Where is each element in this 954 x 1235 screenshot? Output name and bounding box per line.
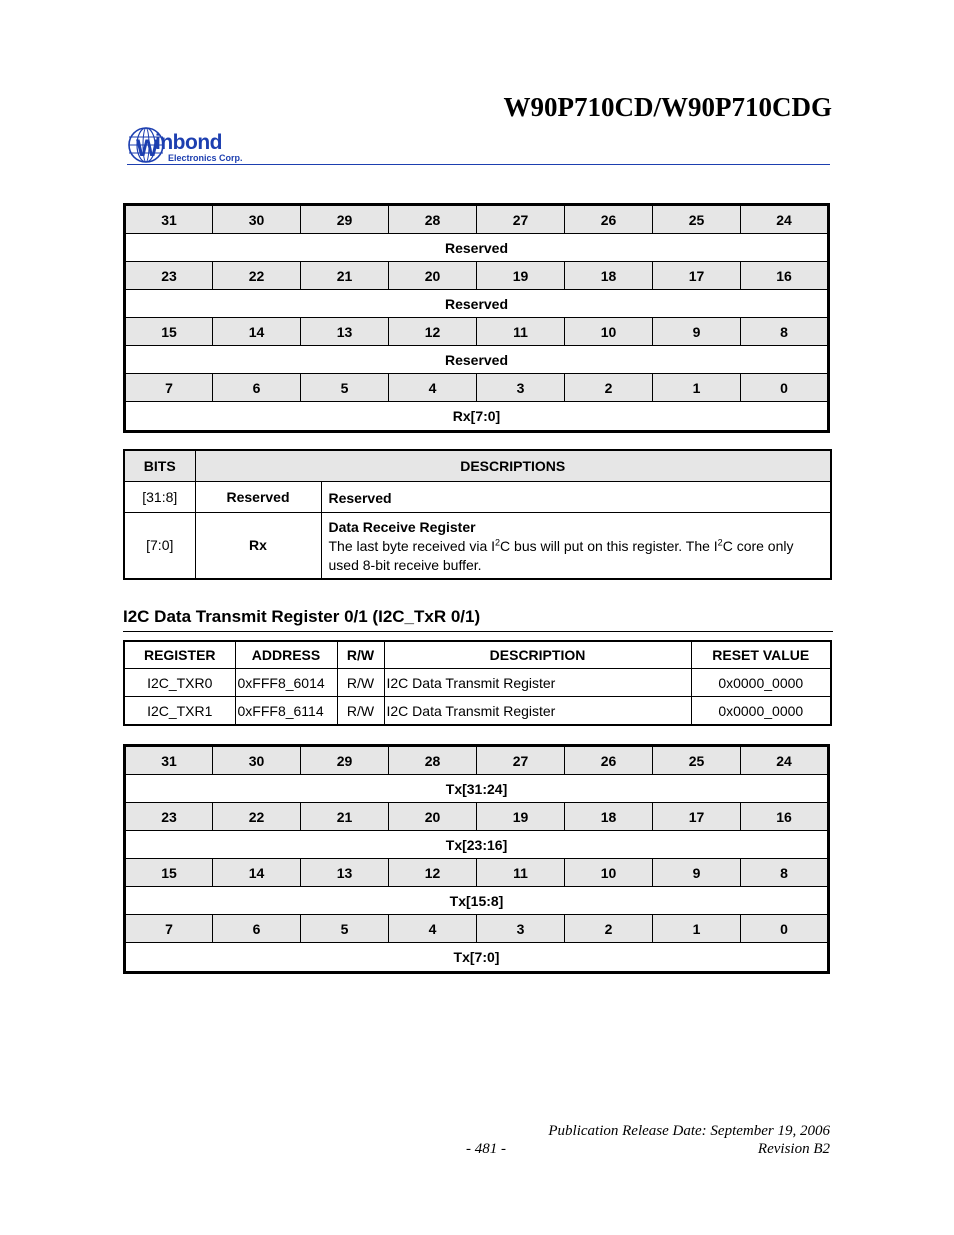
bit-number-row bbox=[125, 374, 829, 402]
section-heading: I2C Data Transmit Register 0/1 (I2C_TxR 0/1) bbox=[123, 607, 481, 626]
description-cell: I2C Data Transmit Register bbox=[384, 669, 691, 697]
bit-number-cell: 13 bbox=[301, 318, 389, 346]
bit-number-cell: 2 bbox=[565, 915, 653, 943]
column-header-rw: R/W bbox=[337, 641, 384, 669]
bit-field-name: Rx[7:0] bbox=[125, 402, 829, 432]
table-row bbox=[124, 669, 831, 697]
table-header-row bbox=[124, 641, 831, 669]
column-header-descriptions: DESCRIPTIONS bbox=[195, 450, 831, 482]
bit-number-cell: 19 bbox=[477, 803, 565, 831]
bit-number-cell: 17 bbox=[653, 803, 741, 831]
bit-field-row bbox=[125, 234, 829, 262]
bit-number-cell: 5 bbox=[301, 374, 389, 402]
bit-number-cell: 29 bbox=[301, 746, 389, 775]
bit-number-row bbox=[125, 803, 829, 831]
bit-number-cell: 0 bbox=[741, 915, 829, 943]
bit-number-cell: 4 bbox=[389, 915, 477, 943]
bit-number-cell: 30 bbox=[213, 746, 301, 775]
reset-value-cell: 0x0000_0000 bbox=[691, 697, 831, 726]
column-header-bits: BITS bbox=[124, 450, 195, 482]
bit-number-cell: 9 bbox=[653, 318, 741, 346]
bit-number-cell: 23 bbox=[125, 262, 213, 290]
column-header-address: ADDRESS bbox=[235, 641, 337, 669]
description-cell: I2C Data Transmit Register bbox=[384, 697, 691, 726]
tx-bit-field-table bbox=[123, 744, 830, 974]
bit-number-cell: 20 bbox=[389, 262, 477, 290]
bit-number-cell: 30 bbox=[213, 205, 301, 234]
bit-number-cell: 14 bbox=[213, 859, 301, 887]
bits-cell: [7:0] bbox=[124, 513, 195, 579]
bit-number-cell: 22 bbox=[213, 803, 301, 831]
bit-number-cell: 24 bbox=[741, 746, 829, 775]
bit-number-cell: 31 bbox=[125, 205, 213, 234]
bit-number-cell: 9 bbox=[653, 859, 741, 887]
bit-number-cell: 27 bbox=[477, 746, 565, 775]
table-header-row bbox=[124, 450, 831, 482]
logo-letter: W bbox=[136, 135, 159, 162]
bit-number-cell: 25 bbox=[653, 746, 741, 775]
reset-value-cell: 0x0000_0000 bbox=[691, 669, 831, 697]
header-rule bbox=[127, 164, 830, 165]
bit-number-cell: 27 bbox=[477, 205, 565, 234]
address-cell: 0xFFF8_6114 bbox=[235, 697, 337, 726]
logo-subtitle: Electronics Corp. bbox=[168, 153, 243, 163]
bit-number-cell: 10 bbox=[565, 318, 653, 346]
bit-number-row bbox=[125, 318, 829, 346]
winbond-logo bbox=[127, 126, 257, 166]
bit-field-row bbox=[125, 887, 829, 915]
bit-number-cell: 2 bbox=[565, 374, 653, 402]
bit-number-cell: 6 bbox=[213, 374, 301, 402]
bit-number-cell: 17 bbox=[653, 262, 741, 290]
table-row bbox=[124, 697, 831, 726]
bit-number-cell: 21 bbox=[301, 262, 389, 290]
bit-number-cell: 1 bbox=[653, 374, 741, 402]
bit-number-row bbox=[125, 859, 829, 887]
bit-number-cell: 19 bbox=[477, 262, 565, 290]
description-text: The last byte received via $I^2C$ bus will put on this register. The $I^2C$ core only used 8-bit receive buffer. bbox=[328, 537, 794, 573]
bit-field-row bbox=[125, 346, 829, 374]
bit-field-name: Tx[23:16] bbox=[125, 831, 829, 859]
document-title: W90P710CD/W90P710CDG bbox=[503, 92, 832, 122]
bit-number-cell: 13 bbox=[301, 859, 389, 887]
column-header-reset-value: RESET VALUE bbox=[691, 641, 831, 669]
bit-number-cell: 0 bbox=[741, 374, 829, 402]
bit-number-cell: 3 bbox=[477, 374, 565, 402]
bit-number-row bbox=[125, 746, 829, 775]
bit-field-name: Tx[15:8] bbox=[125, 887, 829, 915]
bit-number-cell: 7 bbox=[125, 374, 213, 402]
bits-cell: [31:8] bbox=[124, 482, 195, 513]
bit-number-cell: 18 bbox=[565, 803, 653, 831]
bit-number-cell: 28 bbox=[389, 746, 477, 775]
description-title: Data Receive Register bbox=[328, 518, 476, 535]
bit-number-cell: 16 bbox=[741, 803, 829, 831]
bit-number-cell: 29 bbox=[301, 205, 389, 234]
bit-number-cell: 8 bbox=[741, 318, 829, 346]
description-title: Reserved bbox=[321, 482, 831, 513]
bit-field-name: Tx[7:0] bbox=[125, 943, 829, 973]
bit-number-cell: 11 bbox=[477, 859, 565, 887]
bit-field-row bbox=[125, 290, 829, 318]
bit-number-cell: 16 bbox=[741, 262, 829, 290]
bit-number-cell: 4 bbox=[389, 374, 477, 402]
bit-number-cell: 28 bbox=[389, 205, 477, 234]
description-cell bbox=[321, 513, 831, 579]
bit-field-name: Reserved bbox=[125, 346, 829, 374]
table-row bbox=[124, 482, 831, 513]
bit-field-name: Reserved bbox=[125, 234, 829, 262]
section-rule bbox=[123, 631, 833, 632]
bit-number-cell: 3 bbox=[477, 915, 565, 943]
logo-wordmark: inbond bbox=[155, 131, 222, 154]
bit-number-cell: 14 bbox=[213, 318, 301, 346]
bit-number-cell: 7 bbox=[125, 915, 213, 943]
bit-number-row bbox=[125, 205, 829, 234]
bit-number-cell: 6 bbox=[213, 915, 301, 943]
bit-number-cell: 31 bbox=[125, 746, 213, 775]
bit-number-cell: 25 bbox=[653, 205, 741, 234]
bit-field-name: Reserved bbox=[125, 290, 829, 318]
bit-field-row bbox=[125, 402, 829, 432]
field-name-cell: Reserved bbox=[195, 482, 321, 513]
bit-field-row bbox=[125, 775, 829, 803]
bit-number-cell: 11 bbox=[477, 318, 565, 346]
bit-number-cell: 10 bbox=[565, 859, 653, 887]
page-number: - 481 - bbox=[466, 1141, 506, 1157]
bit-number-cell: 26 bbox=[565, 205, 653, 234]
bit-field-name: Tx[31:24] bbox=[125, 775, 829, 803]
register-map-table bbox=[123, 640, 832, 726]
field-name-cell: Rx bbox=[195, 513, 321, 579]
bit-number-cell: 8 bbox=[741, 859, 829, 887]
bit-number-cell: 15 bbox=[125, 318, 213, 346]
bit-number-cell: 12 bbox=[389, 859, 477, 887]
rw-cell: R/W bbox=[337, 669, 384, 697]
address-cell: 0xFFF8_6014 bbox=[235, 669, 337, 697]
column-header-register: REGISTER bbox=[124, 641, 235, 669]
bit-number-cell: 24 bbox=[741, 205, 829, 234]
bit-number-cell: 21 bbox=[301, 803, 389, 831]
bit-number-cell: 22 bbox=[213, 262, 301, 290]
bit-field-row bbox=[125, 943, 829, 973]
rx-bit-field-table bbox=[123, 203, 830, 433]
bit-number-cell: 1 bbox=[653, 915, 741, 943]
revision-label: Revision B2 bbox=[757, 1141, 830, 1157]
publication-date: Publication Release Date: September 19, 2006 bbox=[548, 1123, 830, 1139]
register-cell: I2C_TXR1 bbox=[124, 697, 235, 726]
bit-number-cell: 23 bbox=[125, 803, 213, 831]
bit-number-cell: 18 bbox=[565, 262, 653, 290]
bit-description-table bbox=[123, 449, 832, 580]
bit-number-cell: 12 bbox=[389, 318, 477, 346]
column-header-description: DESCRIPTION bbox=[384, 641, 691, 669]
table-row bbox=[124, 513, 831, 579]
bit-number-cell: 20 bbox=[389, 803, 477, 831]
register-cell: I2C_TXR0 bbox=[124, 669, 235, 697]
bit-number-cell: 5 bbox=[301, 915, 389, 943]
bit-field-row bbox=[125, 831, 829, 859]
bit-number-row bbox=[125, 915, 829, 943]
bit-number-row bbox=[125, 262, 829, 290]
rw-cell: R/W bbox=[337, 697, 384, 726]
bit-number-cell: 15 bbox=[125, 859, 213, 887]
bit-number-cell: 26 bbox=[565, 746, 653, 775]
